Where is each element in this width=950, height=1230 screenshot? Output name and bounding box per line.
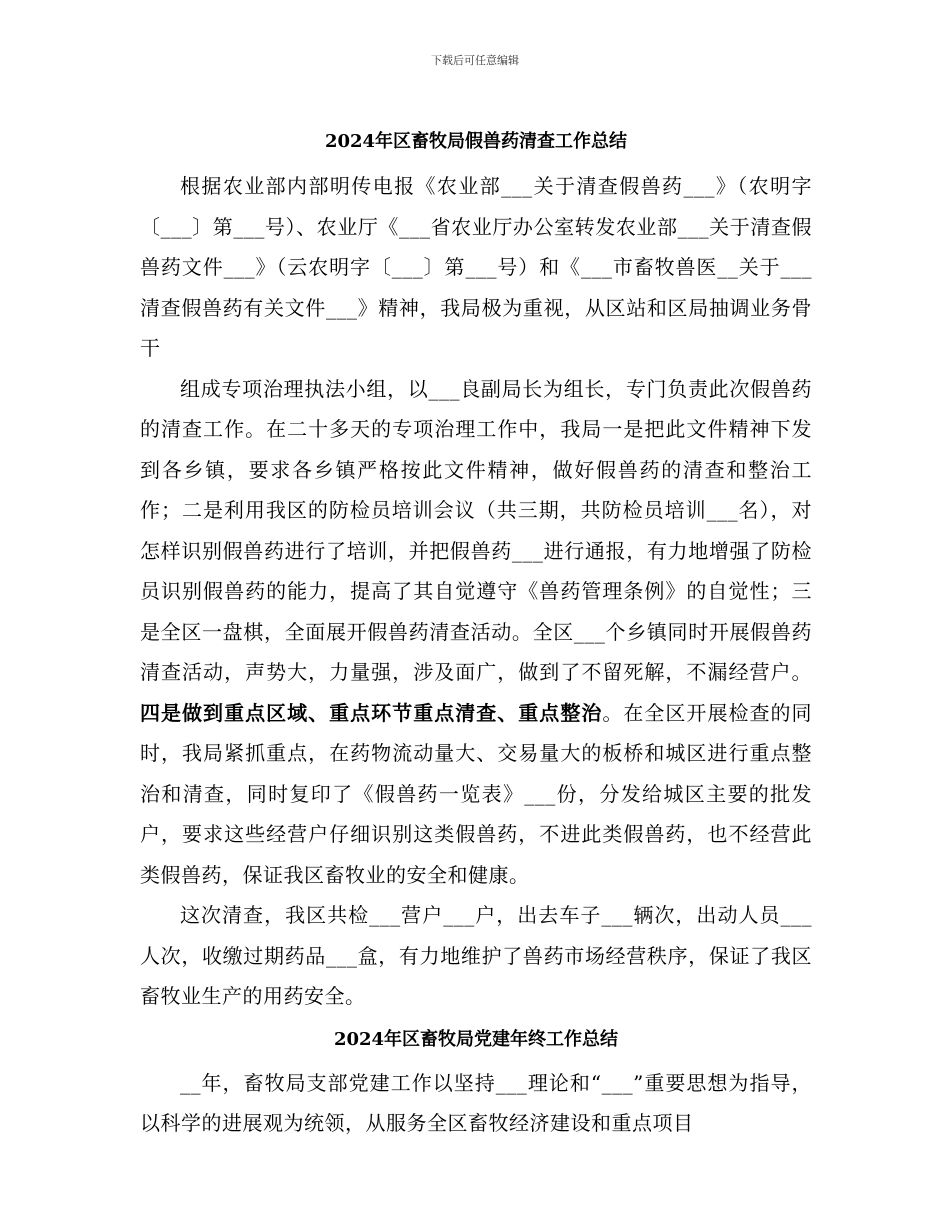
doc1-paragraph-2 xyxy=(140,369,812,896)
header-note: 下载后可任意编辑 xyxy=(431,54,519,67)
doc1-title: 2024年区畜牧局假兽药清查工作总结 xyxy=(324,131,628,152)
doc1-paragraph-2-text-a: 组成专项治理执法小组，以___良副局长为组长，专门负责此次假兽药的清查工作。在二十多天的专项治理工作中，我局一是把此文件精神下发到各乡镇，要求各乡镇严格按此文件精神，做好假兽药的清查和整治工作；二是利用我区的防检员培训会议（共三期，共防检员培训___名），对怎样识别假兽药进行了培训，并把假兽药___进行通报，有力地增强了防检员识别假兽药的能力，提高了其自觉遵守《兽药管理条例》的自觉性；三是全区一盘棋，全面展开假兽药清查活动。全区___个乡镇同时开展假兽药清查活动，声势大，力量强，涉及面广，做到了不留死解，不漏经营户。 xyxy=(140,376,812,684)
doc2-title: 2024年区畜牧局党建年终工作总结 xyxy=(333,1028,619,1050)
document-body xyxy=(140,118,812,1144)
doc2-paragraph-1: __年，畜牧局支部党建工作以坚持___理论和“___”重要思想为指导，以科学的进展观为统领，从服务全区畜牧经济建设和重点项目 xyxy=(140,1070,812,1135)
doc1-paragraph-1: 根据农业部内部明传电报《农业部___关于清查假兽药___》（农明字〔___〕第___号）、农业厅《___省农业厅办公室转发农业部___关于清查假兽药文件___》（云农明字〔___〕第___号）和《___市畜牧兽医__关于___清查假兽药有关文件___》精神，我局极为重视，从区站和区局抽调业务骨干 xyxy=(140,174,812,360)
doc1-paragraph-3: 这次清查，我区共检___营户___户，出去车子___辆次，出动人员___人次，收缴过期药品___盒，有力地维护了兽药市场经营秩序，保证了我区畜牧业生产的用药安全。 xyxy=(140,903,812,1008)
doc1-paragraph-2-bold: 四是做到重点区域、重点环节重点清查、重点整治 xyxy=(140,700,603,725)
doc1-paragraph-2-text-b: 。在全区开展检查的同时，我局紧抓重点，在药物流动量大、交易量大的板桥和城区进行重点整治和清查，同时复印了《假兽药一览表》___份，分发给城区主要的批发户，要求这些经营户仔细识别这类假兽药，不进此类假兽药，也不经营此类假兽药，保证我区畜牧业的安全和健康。 xyxy=(140,700,813,887)
